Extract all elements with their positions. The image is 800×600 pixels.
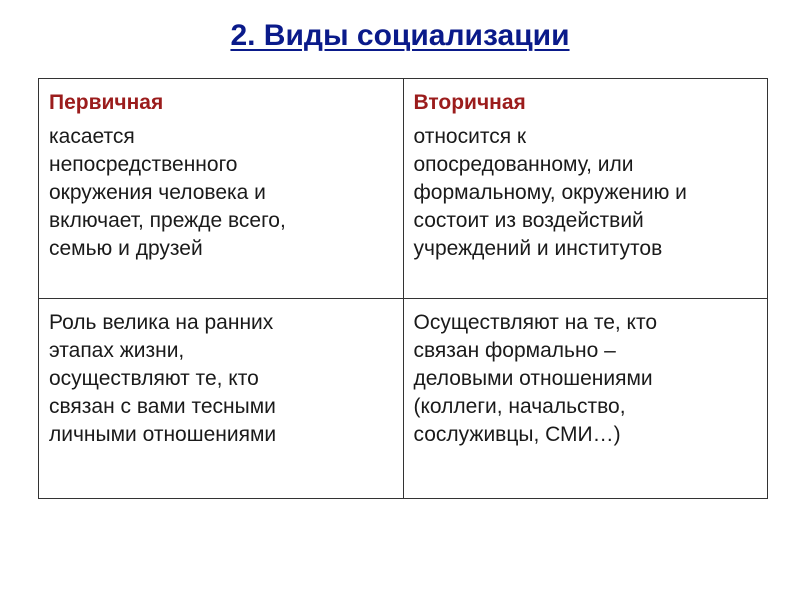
primary-role-cell bbox=[39, 299, 404, 499]
table-row bbox=[39, 299, 768, 499]
primary-heading: Первичная bbox=[49, 91, 164, 114]
secondary-heading: Вторичная bbox=[413, 91, 526, 114]
primary-socialization-cell bbox=[39, 79, 404, 299]
secondary-description: относится к опосредованному, или формальному, окружению и состоит из воздействий учреждений и институтов bbox=[413, 125, 687, 260]
secondary-role-cell bbox=[403, 299, 768, 499]
secondary-role-text: Осуществляют на те, кто связан формально – деловыми отношениями (коллеги, начальство, сослуживцы, СМИ…) bbox=[413, 311, 658, 446]
slide-title: 2. Виды социализации bbox=[230, 19, 570, 52]
table-row bbox=[39, 79, 768, 299]
secondary-socialization-cell bbox=[403, 79, 768, 299]
socialization-types-table bbox=[38, 78, 768, 499]
primary-role-text: Роль велика на ранних этапах жизни, осуществляют те, кто связан с вами тесными личными отношениями bbox=[49, 311, 277, 446]
primary-description: касается непосредственного окружения человека и включает, прежде всего, семью и друзей bbox=[49, 125, 286, 260]
